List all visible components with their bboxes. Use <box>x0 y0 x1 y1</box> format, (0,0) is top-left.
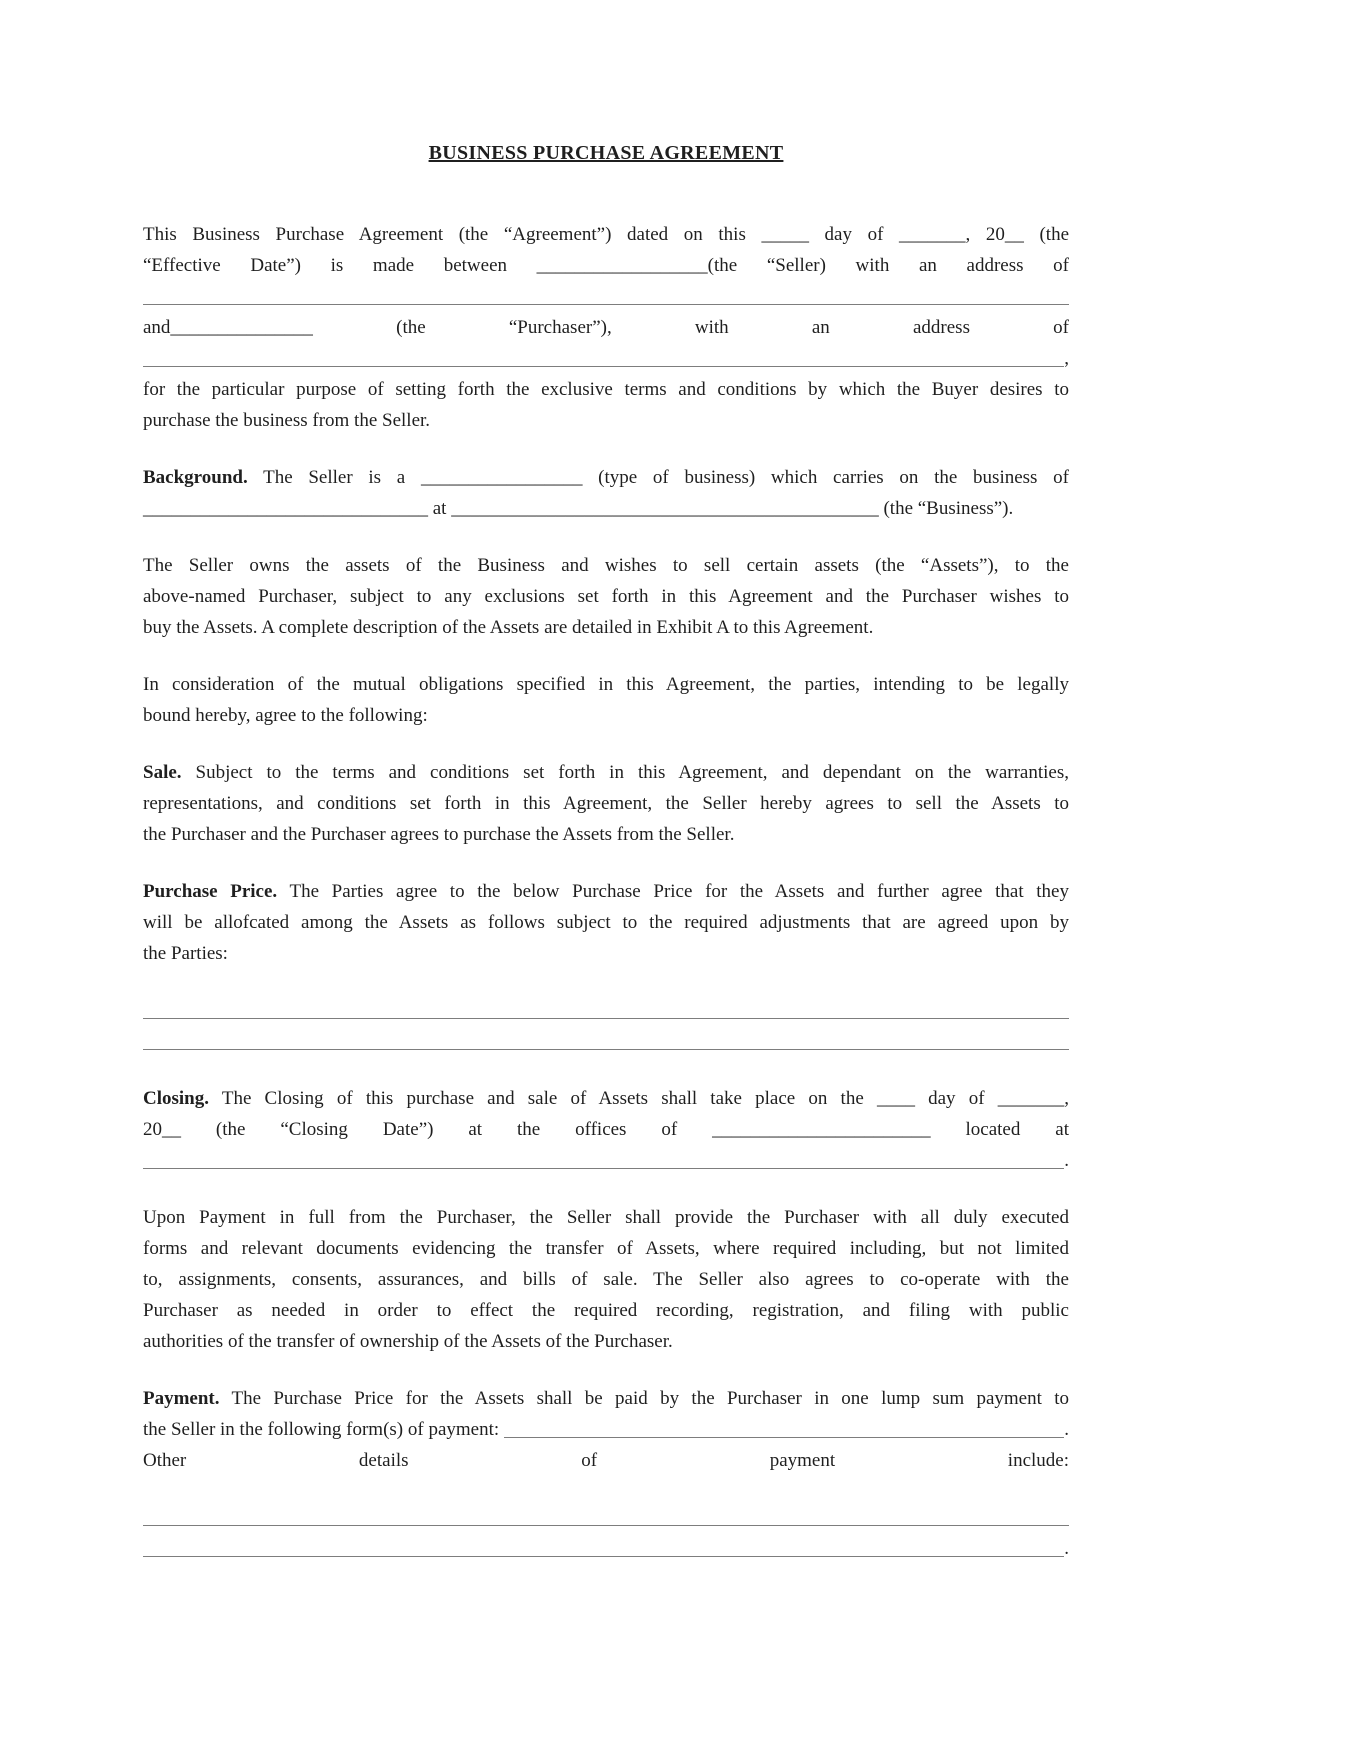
blank-underline <box>143 1145 1064 1176</box>
line-text: the Seller in the following form(s) of payment: <box>143 1419 504 1440</box>
paragraphs-container <box>143 219 1069 1564</box>
text-line <box>143 493 1069 524</box>
line-text: The Purchase Price for the Assets shall be paid by the Purchaser in one lump sum payment to <box>219 1388 1069 1409</box>
text-line <box>143 1295 1069 1326</box>
line-text: The Seller owns the assets of the Business and wishes to sell certain assets (the “Assets”), to the <box>143 555 1069 576</box>
text-line <box>143 938 1069 969</box>
line-text: 20__ (the “Closing Date”) at the offices of _______________________ located at <box>143 1119 1069 1140</box>
text-line <box>143 374 1069 405</box>
blank-line <box>143 995 1069 1026</box>
line-text: Upon Payment in full from the Purchaser, the Seller shall provide the Purchaser with all duly executed <box>143 1207 1069 1228</box>
bold-lead: Background. <box>143 467 248 488</box>
blank-line <box>143 281 1069 312</box>
line-text: Other details of payment include: <box>143 1450 1069 1471</box>
line-text: to, assignments, consents, assurances, and bills of sale. The Seller also agrees to co-operate with the <box>143 1269 1069 1290</box>
background-paragraph <box>143 462 1069 524</box>
line-text: and_______________ (the “Purchaser”), with an address of <box>143 317 1069 338</box>
line-text: will be allofcated among the Assets as follows subject to the required adjustments that are agreed upon by <box>143 912 1069 933</box>
purchase-price-blank-lines <box>143 995 1069 1057</box>
text-line <box>143 612 1069 643</box>
document-title <box>143 138 1069 169</box>
line-text: “Effective Date”) is made between __________________(the “Seller) with an address of <box>143 255 1069 276</box>
text-line <box>143 312 1069 343</box>
text-line <box>143 1233 1069 1264</box>
payment-blank-lines <box>143 1502 1069 1564</box>
text-line <box>143 1202 1069 1233</box>
blank-underline <box>143 995 1069 1026</box>
text-line <box>143 462 1069 493</box>
text-line <box>143 757 1069 788</box>
text-line <box>143 788 1069 819</box>
text-line <box>143 907 1069 938</box>
blank-line <box>143 1502 1069 1533</box>
line-text: buy the Assets. A complete description of the Assets are detailed in Exhibit A to this Agreement. <box>143 617 874 638</box>
consideration-paragraph <box>143 669 1069 731</box>
bold-lead: Payment. <box>143 1388 220 1409</box>
line-text: bound hereby, agree to the following: <box>143 705 428 726</box>
blank-underline <box>504 1414 1064 1445</box>
line-text: for the particular purpose of setting forth the exclusive terms and conditions by which the Buyer desires to <box>143 379 1069 400</box>
line-text: above-named Purchaser, subject to any exclusions set forth in this Agreement and the Purchaser wishes to <box>143 586 1069 607</box>
bold-lead: Closing. <box>143 1088 209 1109</box>
line-text: forms and relevant documents evidencing the transfer of Assets, where required including, but not limited <box>143 1238 1069 1259</box>
line-punctuation: , <box>1064 348 1069 369</box>
line-text: ______________________________ at _____________________________________________ (the “Business”). <box>143 498 1014 519</box>
line-text: the Parties: <box>143 943 228 964</box>
document-body <box>143 0 1069 1564</box>
text-line <box>143 219 1069 250</box>
line-text: This Business Purchase Agreement (the “Agreement”) dated on this _____ day of _______, 20__ (the <box>143 224 1069 245</box>
line-punctuation: . <box>1064 1538 1069 1559</box>
upon-payment-paragraph <box>143 1202 1069 1357</box>
blank-underline <box>143 1533 1064 1564</box>
text-line <box>143 1083 1069 1114</box>
closing-paragraph <box>143 1083 1069 1176</box>
text-line <box>143 1414 1069 1445</box>
line-text: purchase the business from the Seller. <box>143 410 431 431</box>
document-title-text: BUSINESS PURCHASE AGREEMENT <box>428 142 784 164</box>
bold-lead: Purchase Price. <box>143 881 278 902</box>
text-line <box>143 700 1069 731</box>
blank-underline <box>143 343 1064 374</box>
blank-underline <box>143 281 1069 312</box>
text-line <box>143 1383 1069 1414</box>
payment-paragraph <box>143 1383 1069 1476</box>
text-line <box>143 1326 1069 1357</box>
blank-line <box>143 1145 1069 1176</box>
line-text: The Seller is a _________________ (type of business) which carries on the business of <box>247 467 1069 488</box>
line-text: representations, and conditions set forth in this Agreement, the Seller hereby agrees to sell the Assets to <box>143 793 1069 814</box>
intro-paragraph <box>143 219 1069 436</box>
blank-line <box>143 1026 1069 1057</box>
line-text: Purchaser as needed in order to effect the required recording, registration, and filing with public <box>143 1300 1069 1321</box>
text-line <box>143 550 1069 581</box>
blank-underline <box>143 1026 1069 1057</box>
line-text: The Closing of this purchase and sale of Assets shall take place on the ____ day of _______, <box>209 1088 1069 1109</box>
text-line <box>143 819 1069 850</box>
text-line <box>143 1445 1069 1476</box>
line-text: the Purchaser and the Purchaser agrees to purchase the Assets from the Seller. <box>143 824 735 845</box>
line-text: authorities of the transfer of ownership of the Assets of the Purchaser. <box>143 1331 673 1352</box>
text-line <box>143 250 1069 281</box>
seller-owns-paragraph <box>143 550 1069 643</box>
text-line <box>143 581 1069 612</box>
text-line <box>143 876 1069 907</box>
text-line <box>143 1114 1069 1145</box>
text-line <box>143 405 1069 436</box>
line-text: Subject to the terms and conditions set forth in this Agreement, and dependant on the warranties, <box>181 762 1069 783</box>
blank-line <box>143 1533 1069 1564</box>
blank-line <box>143 343 1069 374</box>
line-punctuation: . <box>1064 1150 1069 1171</box>
sale-paragraph <box>143 757 1069 850</box>
line-punctuation: . <box>1064 1419 1069 1440</box>
purchase-price-paragraph <box>143 876 1069 969</box>
line-text: In consideration of the mutual obligations specified in this Agreement, the parties, intending to be legally <box>143 674 1069 695</box>
text-line <box>143 669 1069 700</box>
line-text: The Parties agree to the below Purchase Price for the Assets and further agree that they <box>277 881 1069 902</box>
text-line <box>143 1264 1069 1295</box>
blank-underline <box>143 1502 1069 1533</box>
bold-lead: Sale. <box>143 762 182 783</box>
